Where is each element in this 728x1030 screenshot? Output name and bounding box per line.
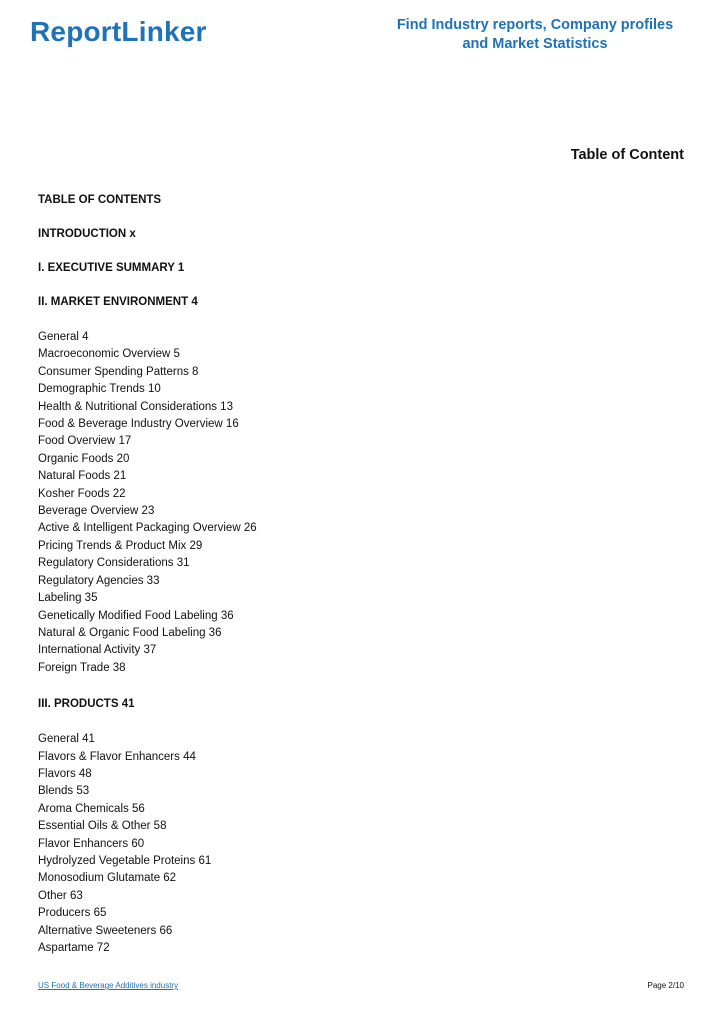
toc-item: Blends 53: [38, 785, 90, 798]
toc-item: Alternative Sweeteners 66: [38, 924, 173, 937]
tagline[interactable]: [385, 16, 685, 54]
market-environment-list: [38, 329, 638, 677]
section-title: Table of Content: [570, 147, 684, 163]
toc-item: Foreign Trade 38: [38, 661, 126, 674]
toc-heading-executive-summary: I. EXECUTIVE SUMMARY 1: [38, 262, 185, 274]
products-list: [38, 731, 638, 957]
toc-item: Flavor Enhancers 60: [38, 837, 145, 850]
toc-item: Regulatory Considerations 31: [38, 557, 190, 570]
toc-item: Essential Oils & Other 58: [38, 820, 167, 833]
footer-page-number: Page 2/10: [647, 981, 684, 990]
toc-item: Aspartame 72: [38, 942, 110, 954]
toc-item: Food & Beverage Industry Overview 16: [38, 418, 239, 431]
toc-item: Aroma Chemicals 56: [38, 802, 145, 815]
tagline-line-2: and Market Statistics: [462, 36, 608, 52]
toc-item: Natural Foods 21: [38, 470, 127, 483]
logo[interactable]: ReportLinker: [30, 16, 207, 47]
toc-item: Organic Foods 20: [38, 452, 130, 465]
toc-item: Kosher Foods 22: [38, 487, 126, 500]
toc-item: Genetically Modified Food Labeling 36: [38, 609, 234, 622]
toc-heading-introduction: INTRODUCTION x: [38, 228, 136, 240]
toc-item: Flavors 48: [38, 767, 92, 780]
tagline-line-1: Find Industry reports, Company profiles: [396, 17, 674, 33]
toc-item: Other 63: [38, 889, 83, 902]
toc-item: Monosodium Glutamate 62: [38, 872, 177, 885]
toc-item: Consumer Spending Patterns 8: [38, 365, 199, 378]
toc-item: Food Overview 17: [38, 435, 132, 448]
toc-item: Hydrolyzed Vegetable Proteins 61: [38, 854, 212, 867]
toc-item: Labeling 35: [38, 592, 98, 605]
toc-item: Natural & Organic Food Labeling 36: [38, 626, 222, 639]
toc-content: [38, 193, 638, 977]
toc-heading-table-of-contents: TABLE OF CONTENTS: [38, 194, 162, 206]
toc-item: Demographic Trends 10: [38, 383, 161, 396]
toc-item: Macroeconomic Overview 5: [38, 348, 180, 361]
toc-item: Regulatory Agencies 33: [38, 574, 160, 587]
toc-item: Pricing Trends & Product Mix 29: [38, 539, 203, 552]
toc-item: Beverage Overview 23: [38, 505, 155, 518]
toc-item: Active & Intelligent Packaging Overview 26: [38, 522, 257, 535]
toc-heading-products: III. PRODUCTS 41: [38, 698, 135, 711]
toc-item: General 41: [38, 733, 95, 746]
toc-item: Flavors & Flavor Enhancers 44: [38, 750, 196, 763]
footer-report-link[interactable]: US Food & Beverage Additives industry: [38, 981, 179, 990]
toc-item: International Activity 37: [38, 644, 157, 657]
toc-heading-market-environment: II. MARKET ENVIRONMENT 4: [38, 296, 198, 308]
toc-item: Health & Nutritional Considerations 13: [38, 400, 233, 413]
toc-item: Producers 65: [38, 907, 107, 920]
toc-item: General 4: [38, 331, 89, 343]
